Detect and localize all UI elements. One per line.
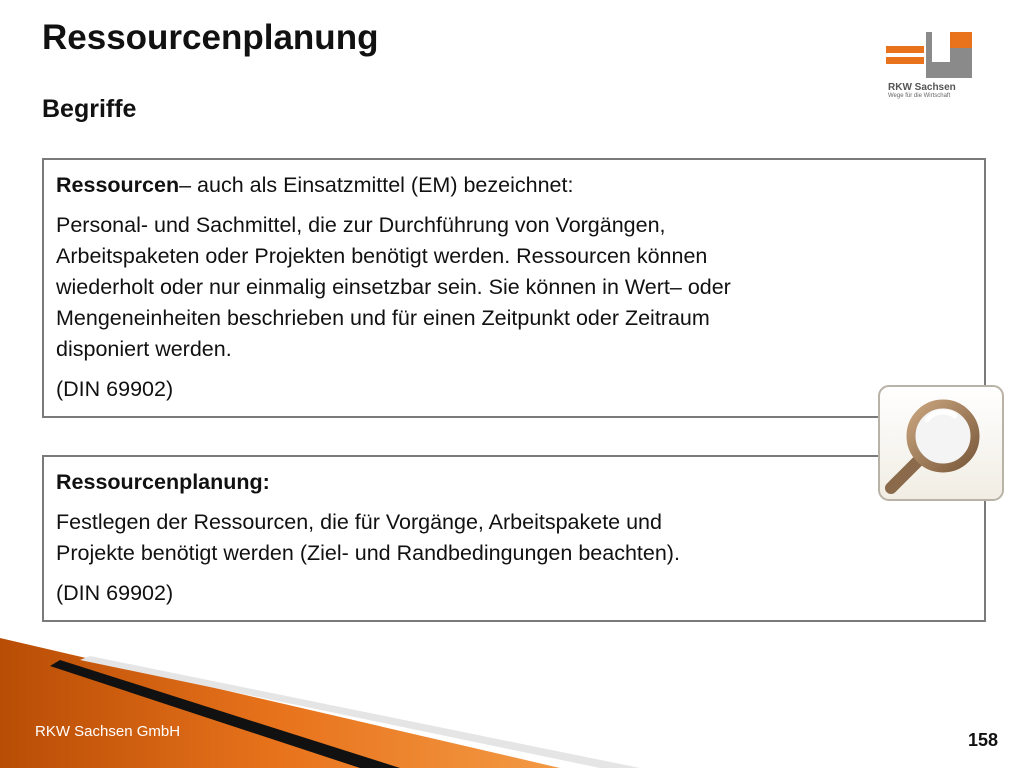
page-number: 158 [967,730,998,750]
definition-line: Festlegen der Ressourcen, die für Vorgänge, Arbeitspakete und [56,510,662,534]
source-reference: (DIN 69902) [56,377,174,401]
definition-line: Personal- und Sachmittel, die zur Durchführung von Vorgängen, [56,213,666,237]
definition-line: Projekte benötigt werden (Ziel- und Randbedingungen beachten). [56,541,680,565]
page-title: Ressourcenplanung [42,18,379,57]
definition-line: Mengeneinheiten beschrieben und für einen Zeitpunkt oder Zeitraum [56,306,710,330]
page-subtitle: Begriffe [42,95,137,123]
logo-tagline: Wege für die Wirtschaft [888,93,951,99]
footer-company: RKW Sachsen GmbH [35,723,181,740]
magnifying-glass-icon [877,384,1005,502]
definition-line: wiederholt oder nur einmalig einsetzbar sein. Sie können in Wert– oder [56,275,731,299]
logo-name: RKW Sachsen [888,82,956,93]
definition-line: Arbeitspaketen oder Projekten benötigt werden. Ressourcen können [56,244,708,268]
term-ressourcenplanung: Ressourcenplanung: [56,470,270,494]
source-reference: (DIN 69902) [56,581,174,605]
definition-line: disponiert werden. [56,337,232,361]
term-ressourcen: Ressourcen [56,173,180,197]
footer-decoration [0,638,1024,768]
definition-box-ressourcenplanung [42,455,986,622]
definition-box-ressourcen [42,158,986,418]
term-suffix: – auch als Einsatzmittel (EM) bezeichnet: [179,173,574,197]
